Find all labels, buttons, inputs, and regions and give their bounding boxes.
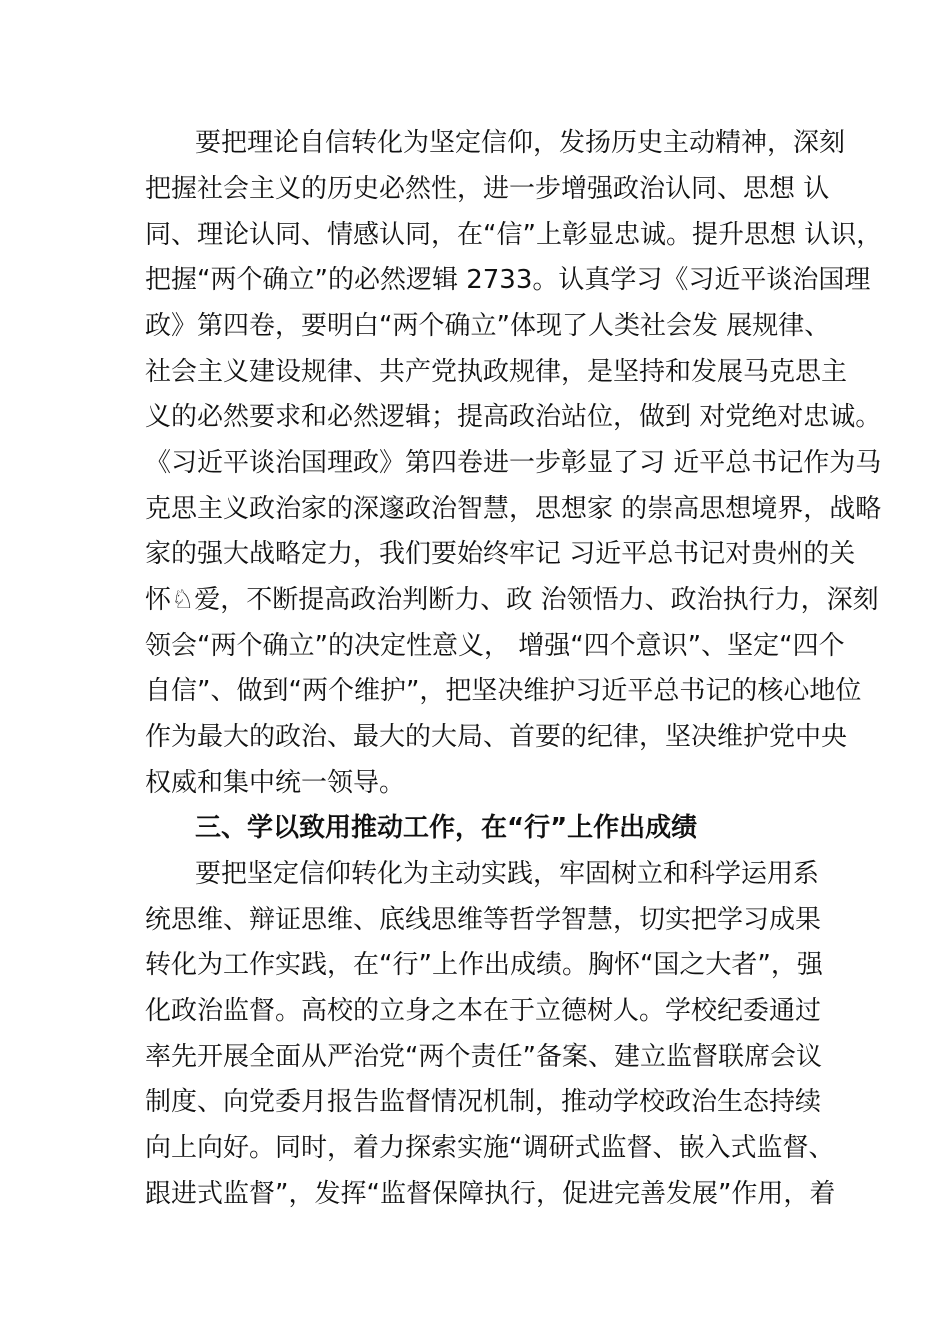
paragraph-line: 自信”、做到“两个维护”，把坚决维护习近平总书记的核心地位 — [145, 676, 862, 706]
paragraph-line: 化政治监督。高校的立身之本在于立德树人。学校纪委通过 — [145, 996, 822, 1026]
paragraph-line: 家的强大战略定力，我们要始终牢记 习近平总书记对贵州的关 — [145, 539, 856, 569]
paragraph-line: 跟进式监督”，发挥“监督保障执行，促进完善发展”作用，着 — [145, 1179, 836, 1209]
paragraph-line: 领会“两个确立”的决定性意义， 增强“四个意识”、坚定“四个 — [145, 631, 845, 661]
paragraph-line: 社会主义建设规律、共产党执政规律，是坚持和发展马克思主 — [145, 357, 848, 387]
section-heading: 三、学以致用推动工作，在“行”上作出成绩 — [195, 813, 698, 843]
paragraph-line: 要把理论自信转化为坚定信仰，发扬历史主动精神，深刻 — [195, 128, 846, 158]
paragraph-line: 政》第四卷，要明白“两个确立”体现了人类社会发 展规律、 — [145, 311, 831, 341]
paragraph-line: 率先开展全面从严治党“两个责任”备案、建立监督联席会议 — [145, 1042, 822, 1072]
paragraph-line: 《习近平谈治国理政》第四卷进一步彰显了习 近平总书记作为马 — [145, 448, 882, 478]
paragraph-line: 制度、向党委月报告监督情况机制，推动学校政治生态持续 — [145, 1087, 822, 1117]
paragraph-line: 转化为工作实践，在“行”上作出成绩。胸怀“国之大者”，强 — [145, 950, 823, 980]
paragraph-line: 怀♘爱，不断提高政治判断力、政 治领悟力、政治执行力，深刻 — [145, 585, 879, 615]
paragraph-line: 作为最大的政治、最大的大局、首要的纪律，坚决维护党中央 — [145, 722, 848, 752]
paragraph-line: 把握“两个确立”的必然逻辑 2733。认真学习《习近平谈治国理 — [145, 265, 871, 295]
paragraph-line: 向上向好。同时，着力探索实施“调研式监督、嵌入式监督、 — [145, 1133, 835, 1163]
paragraph-line: 同、理论认同、情感认同，在“信”上彰显忠诚。提升思想 认识， — [145, 220, 883, 250]
paragraph-line: 统思维、辩证思维、底线思维等哲学智慧，切实把学习成果 — [145, 905, 822, 935]
paragraph-line: 要把坚定信仰转化为主动实践，牢固树立和科学运用系 — [195, 859, 820, 889]
paragraph-line: 权威和集中统一领导。 — [145, 768, 406, 798]
paragraph-line: 义的必然要求和必然逻辑；提高政治站位，做到 对党绝对忠诚。 — [145, 402, 882, 432]
paragraph-line: 克思主义政治家的深邃政治智慧，思想家 的崇高思想境界，战略 — [145, 494, 882, 524]
paragraph-line: 把握社会主义的历史必然性，进一步增强政治认同、思想 认 — [145, 174, 830, 204]
